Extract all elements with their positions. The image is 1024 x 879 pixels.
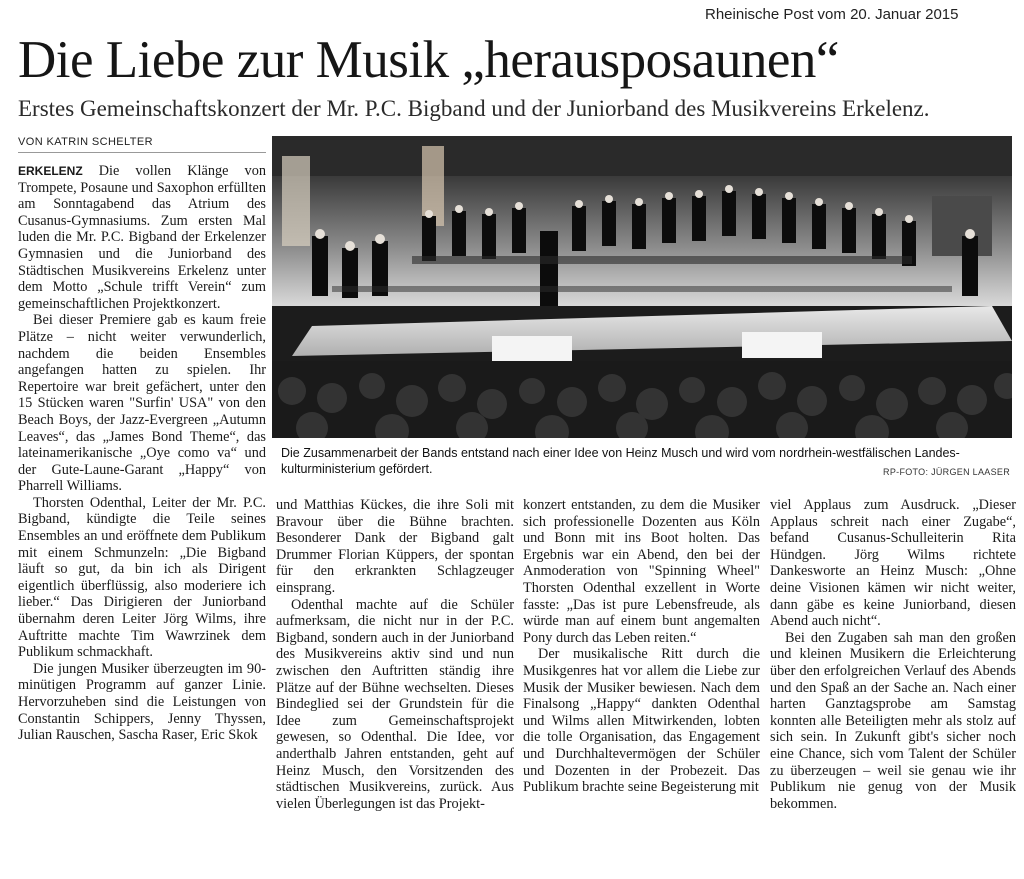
article-paragraph-4: Die jungen Musiker überzeugten im 90-minütigen Programm auf ganzer Linie. Hervorzuheben sind die Leistungen von Constantin Schippers, Jenny Thyssen, Julian Rauschen, Sascha Raser, Eric Skok bbox=[18, 660, 266, 744]
subheadline: Erstes Gemeinschaftskonzert der Mr. P.C. Bigband und der Juniorband des Musikvereins Erkelenz. bbox=[18, 96, 930, 121]
article-paragraph-10: Bei den Zugaben sah man den großen und kleinen Musikern die Erleichterung über den erfolgreichen Verlauf des Abends und den Spaß an der Sache an. Nach einer harten Ganztagsprobe am Samstag konnten alle Beteiligten mehr als stolz auf sich sein. In Zukunft gibt's sicher noch eine Chance, sich vom Talent der Schüler zu überzeugen – weil sie genau wie ihr Publikum nie genug von der Musik bekommen. bbox=[770, 629, 1016, 812]
article-column-3 bbox=[523, 497, 760, 877]
dateline: ERKELENZ bbox=[18, 164, 83, 178]
article-paragraph-2: Bei dieser Premiere gab es kaum freie Plätze – nicht weiter verwunderlich, nachdem die beiden Ensembles angefangen hatten zu spielen. Ihr Repertoire war breit gefächert, unter den 15 Stücken waren "Surfin' USA" von den Beach Boys, der Jazz-Evergreen „Autumn Leaves“, das „James Bond Theme“, das lateinamerikanische „Oye como va“ und der Gute-Laune-Garant „Happy“ von Pharrell Williams. bbox=[18, 312, 266, 495]
source-line: Rheinische Post vom 20. Januar 2015 bbox=[705, 6, 959, 23]
concert-photo-illustration bbox=[272, 136, 1012, 438]
article-column-1 bbox=[18, 163, 266, 875]
article-paragraph-5: und Matthias Kückes, die ihre Soli mit Bravour über die Bühne brachten. Besonderer Dank der Bigband galt Drummer Florian Küppers, der spontan für den erkrankten Schlagzeuger einsprang. bbox=[276, 497, 514, 596]
article-paragraph-9: viel Applaus zum Ausdruck. „Dieser Applaus schreit nach einer Zugabe“, befand Cusanus-Schulleiterin Rita Hündgen. Jörg Wilms richtete Dankesworte an Heinz Musch: „Ohne deine Visionen kämen wir nicht weiter, dann gäbe es keine Juniorband, diesen Abend auch nicht“. bbox=[770, 497, 1016, 630]
paragraph-1-text: Die vollen Klänge von Trompete, Posaune und Saxophon erfüllten am Sonntagabend das Atrium des Cusanus-Gymnasiums. Zum ersten Mal luden die Mr. P.C. Bigband der Erkelenzer Gymnasien und die Juniorband des Städtischen Musikvereins Erkelenz unter dem Motto „Schule trifft Verein“ zum gemeinschaftlichen Projektkonzert. bbox=[18, 163, 266, 312]
article-paragraph-3: Thorsten Odenthal, Leiter der Mr. P.C. Bigband, kündigte die Teile seines Ensembles an und eröffnete dem Publikum mit einem Schmunzeln: „Die Bigband läuft so gut, da bin ich als Dirigent eigentlich überflüssig, also moderiere ich lieber.“ Das Dirigieren der Juniorband übernahm deren Leiter Jörg Wilms, ihre Auftritte machte Tim Wawrzinek dem Publikum schmackhaft. bbox=[18, 494, 266, 661]
article-paragraph-7: konzert entstanden, zu dem die Musiker sich professionelle Dozenten aus Köln und Bonn mit ins Boot holten. Das Ergebnis war ein Abend, den bei der Anmoderation von "Spinning Wheel" Thorsten Odenthal exzellent in Worte fasste: „Das ist pure Lebensfreude, als würde man auf einem bunt angemalten Pony durch das Leben reiten.“ bbox=[523, 497, 760, 646]
photo-caption: Die Zusammenarbeit der Bands entstand nach einer Idee von Heinz Musch und wird vom nordrhein-westfälischen Landes-kulturministerium gefördert. bbox=[281, 446, 960, 476]
article-paragraph-6: Odenthal machte auf die Schüler aufmerksam, die nicht nur in der P.C. Bigband, sondern auch in der Juniorband des Musikvereins aktiv sind und nun zwischen den Auftritten ständig ihre Plätze auf der Bühne wechselten. Dieses Bindeglied sei der Grundstein für die Idee zum Gemeinschaftsprojekt gewesen, so Odenthal. Die Idee, vor anderthalb Jahren entstanden, geht auf Heinz Musch, den Vorsitzenden des städtischen Musikvereins, zurück. Aus vielen Überlegungen ist das Projekt- bbox=[276, 596, 514, 812]
headline: Die Liebe zur Musik „herausposaunen“ bbox=[18, 31, 839, 89]
concert-photo bbox=[272, 136, 1012, 438]
byline: VON KATRIN SCHELTER bbox=[18, 136, 266, 153]
article-column-2 bbox=[276, 497, 514, 877]
article-column-4 bbox=[770, 497, 1016, 877]
article-paragraph-1 bbox=[18, 163, 266, 312]
photo-credit: RP-FOTO: JÜRGEN LAASER bbox=[883, 467, 1010, 477]
article-paragraph-8: Der musikalische Ritt durch die Musikgenres hat vor allem die Liebe zur Musik der Musiker bewiesen. Nach dem Finalsong „Happy“ dankten Odenthal und Wilms allen Mitwirkenden, lobten die tolle Organisation, das Engagement und Durchhaltevermögen der Schüler und Dozenten in der Probezeit. Das Publikum brachte seine Begeisterung mit bbox=[523, 646, 760, 796]
